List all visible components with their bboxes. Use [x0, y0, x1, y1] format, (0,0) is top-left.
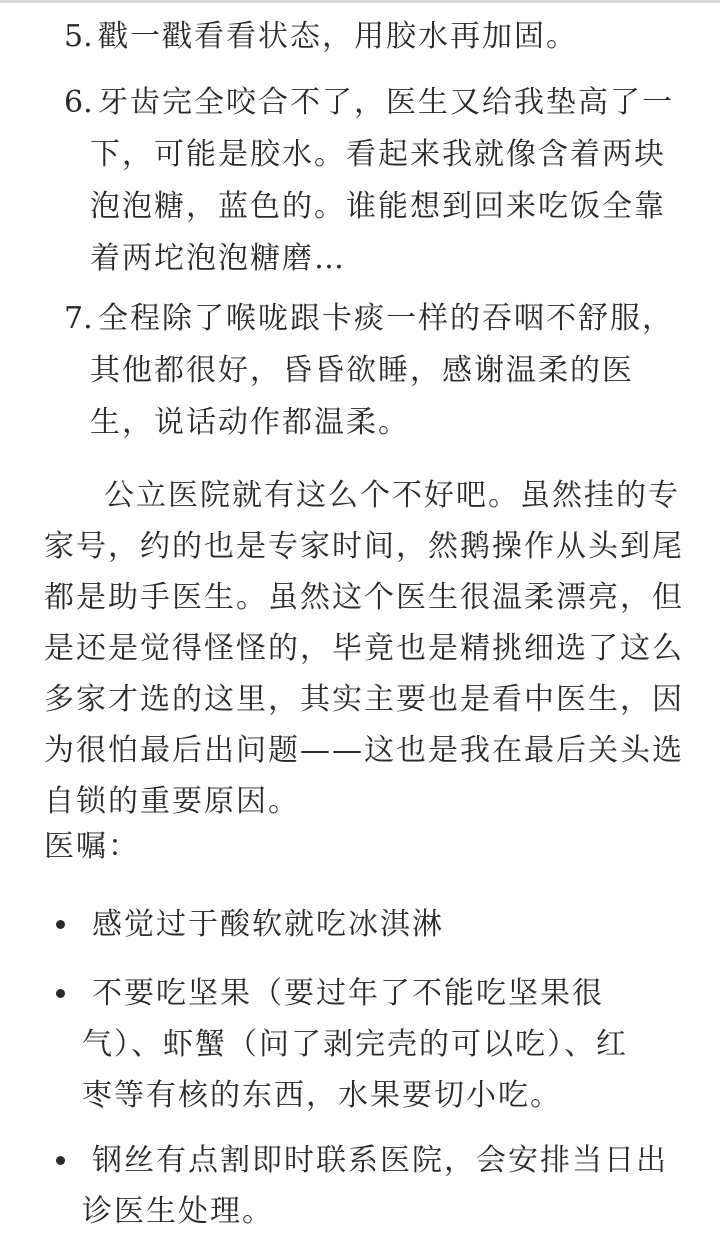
bullet-item-text: 钢丝有点割即时联系医院，会安排当日出: [92, 1143, 668, 1178]
list-item-text: 下，可能是胶水。看起来我就像含着两块: [90, 137, 666, 172]
bullet-dot: [56, 1156, 65, 1165]
advice-heading: 医嘱：: [44, 829, 140, 864]
list-item-text: 牙齿完全咬合不了，医生又给我垫高了一: [98, 85, 674, 120]
list-item-text: 生，说话动作都温柔。: [90, 405, 410, 440]
list-number: 6.: [64, 85, 93, 120]
list-item-text: 着两坨泡泡糖磨…: [90, 241, 346, 276]
bullet-dot: [56, 920, 65, 929]
paragraph-line: 是还是觉得怪怪的，毕竟也是精挑细选了这么: [44, 631, 684, 666]
paragraph-line: 多家才选的这里，其实主要也是看中医生，因: [44, 682, 684, 717]
list-item-text: 泡泡糖，蓝色的。谁能想到回来吃饭全靠: [90, 189, 666, 224]
paragraph-line: 为很怕最后出问题——这也是我在最后关头选: [44, 733, 684, 768]
list-number: 5.: [64, 19, 93, 54]
paragraph-line: 家号，约的也是专家时间，然鹅操作从头到尾: [44, 529, 684, 564]
paragraph-line: 公立医院就有这么个不好吧。虽然挂的专: [104, 478, 680, 513]
paragraph-line: 自锁的重要原因。: [44, 784, 300, 819]
bullet-item-text: 诊医生处理。: [82, 1194, 274, 1229]
bullet-dot: [56, 989, 65, 998]
bullet-item-text: 不要吃坚果（要过年了不能吃坚果很: [92, 976, 604, 1011]
list-item-text: 戳一戳看看状态，用胶水再加固。: [98, 19, 578, 54]
bullet-item-text: 枣等有核的东西，水果要切小吃。: [82, 1078, 562, 1113]
bullet-item-text: 感觉过于酸软就吃冰淇淋: [92, 907, 444, 942]
bullet-item-text: 气）、虾蟹（问了剥完壳的可以吃）、红: [82, 1027, 628, 1062]
list-item-text: 全程除了喉咙跟卡痰一样的吞咽不舒服，: [98, 301, 674, 336]
list-item-text: 其他都很好，昏昏欲睡，感谢温柔的医: [90, 353, 634, 388]
list-number: 7.: [64, 301, 93, 336]
top-divider: [0, 0, 720, 3]
paragraph-line: 都是助手医生。虽然这个医生很温柔漂亮，但: [44, 580, 684, 615]
